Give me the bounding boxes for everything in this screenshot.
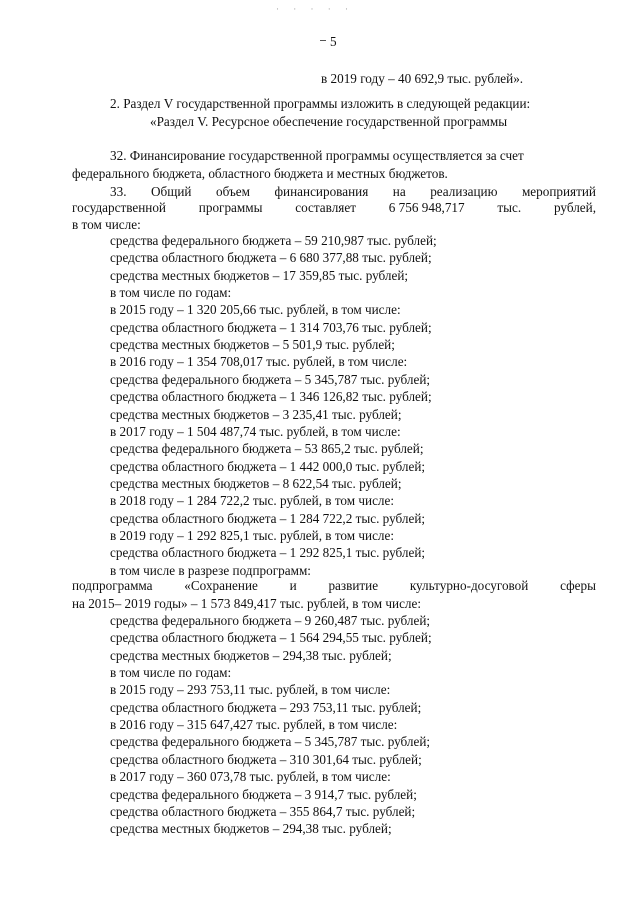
list-item: в 2019 году – 1 292 825,1 тыс. рублей, в том числе: bbox=[110, 527, 395, 543]
list-item: средства федерального бюджета – 9 260,487 тыс. рублей; bbox=[110, 613, 431, 628]
word: «Сохранение bbox=[184, 578, 258, 593]
word: 6 756 948,717 bbox=[388, 200, 465, 215]
list-item: средства федерального бюджета – 3 914,7 тыс. рублей; bbox=[110, 786, 417, 802]
list-item: средства местных бюджетов – 8 622,54 тыс. рублей; bbox=[110, 475, 402, 491]
word: на bbox=[392, 184, 406, 199]
list-item: в том числе по годам: bbox=[110, 285, 232, 301]
list-item: средства областного бюджета – 1 292 825,1 тыс. рублей; bbox=[110, 545, 426, 561]
word: культурно-досуговой bbox=[409, 578, 529, 593]
page-number: 5 bbox=[330, 34, 337, 49]
list-item: средства областного бюджета – 6 680 377,88 тыс. рублей; bbox=[110, 250, 432, 266]
list-item: средства федерального бюджета – 59 210,987 тыс. рублей; bbox=[110, 233, 437, 248]
list-item: средства местных бюджетов – 17 359,85 тыс. рублей; bbox=[110, 267, 409, 283]
scan-artifact: · · · · · bbox=[276, 4, 354, 14]
list-item: средства местных бюджетов – 3 235,41 тыс. рублей; bbox=[110, 406, 402, 422]
word: финансирования bbox=[274, 184, 369, 199]
word: составляет bbox=[295, 200, 356, 215]
previous-text-line: в 2019 году – 40 692,9 тыс. рублей». bbox=[321, 71, 524, 86]
list-item: средства областного бюджета – 1 284 722,2 тыс. рублей; bbox=[110, 510, 426, 526]
word: развитие bbox=[328, 578, 379, 593]
paragraph-33-line-3: в том числе: bbox=[72, 217, 141, 232]
word: государственной bbox=[72, 200, 166, 215]
paragraph-33-line-1 bbox=[110, 184, 596, 200]
list-item: в 2016 году – 315 647,427 тыс. рублей, в том числе: bbox=[110, 717, 398, 733]
word: 33. bbox=[110, 184, 127, 199]
list-item: средства федерального бюджета – 5 345,787 тыс. рублей; bbox=[110, 734, 431, 750]
list-item: средства областного бюджета – 355 864,7 тыс. рублей; bbox=[110, 803, 416, 819]
list-item: в том числе по годам: bbox=[110, 665, 232, 681]
word: подпрограмма bbox=[72, 578, 153, 593]
list-item: средства федерального бюджета – 5 345,787 тыс. рублей; bbox=[110, 371, 431, 387]
word: Общий bbox=[150, 184, 192, 199]
list-item: в 2017 году – 1 504 487,74 тыс. рублей, в том числе: bbox=[110, 423, 401, 439]
list-item: средства местных бюджетов – 294,38 тыс. рублей; bbox=[110, 821, 392, 837]
word: реализацию bbox=[430, 184, 498, 199]
list-item: средства областного бюджета – 1 314 703,76 тыс. рублей; bbox=[110, 319, 432, 335]
list-item: средства федерального бюджета – 53 865,2 тыс. рублей; bbox=[110, 441, 424, 457]
paragraph-32-line-2: федерального бюджета, областного бюджета и местных бюджетов. bbox=[72, 166, 448, 181]
list-item: средства областного бюджета – 310 301,64 тыс. рублей; bbox=[110, 751, 422, 767]
word: программы bbox=[198, 200, 263, 215]
list-item: в 2015 году – 1 320 205,66 тыс. рублей, в том числе: bbox=[110, 302, 401, 318]
list-item: в том числе в разрезе подпрограмм: bbox=[110, 562, 311, 578]
list-item: в 2017 году – 360 073,78 тыс. рублей, в том числе: bbox=[110, 769, 391, 785]
scan-mark bbox=[320, 40, 326, 41]
list-item: средства местных бюджетов – 5 501,9 тыс. рублей; bbox=[110, 337, 395, 353]
subprogram-line-2: на 2015– 2019 годы» – 1 573 849,417 тыс. рублей, в том числе: bbox=[72, 596, 422, 611]
subprogram-line-1 bbox=[72, 578, 596, 594]
list-item: в 2016 году – 1 354 708,017 тыс. рублей, в том числе: bbox=[110, 354, 408, 370]
list-item: средства областного бюджета – 1 564 294,55 тыс. рублей; bbox=[110, 630, 432, 646]
list-item: средства местных бюджетов – 294,38 тыс. рублей; bbox=[110, 647, 392, 663]
word: сферы bbox=[560, 578, 596, 593]
paragraph-33-line-2 bbox=[72, 200, 596, 216]
list-item: средства областного бюджета – 1 346 126,82 тыс. рублей; bbox=[110, 389, 432, 405]
list-item: в 2015 году – 293 753,11 тыс. рублей, в том числе: bbox=[110, 682, 391, 698]
section-2-instruction: 2. Раздел V государственной программы изложить в следующей редакции: bbox=[110, 96, 531, 111]
list-item: средства областного бюджета – 1 442 000,0 тыс. рублей; bbox=[110, 458, 426, 474]
paragraph-32-line-1: 32. Финансирование государственной программы осуществляется за счет bbox=[110, 148, 524, 163]
section-5-title: «Раздел V. Ресурсное обеспечение государственной программы bbox=[150, 114, 508, 129]
word: объем bbox=[216, 184, 250, 199]
word: мероприятий bbox=[521, 184, 596, 199]
word: тыс. bbox=[497, 200, 522, 215]
list-item: в 2018 году – 1 284 722,2 тыс. рублей, в том числе: bbox=[110, 493, 395, 509]
word: и bbox=[289, 578, 297, 593]
word: рублей, bbox=[553, 200, 596, 215]
list-item: средства областного бюджета – 293 753,11 тыс. рублей; bbox=[110, 699, 422, 715]
